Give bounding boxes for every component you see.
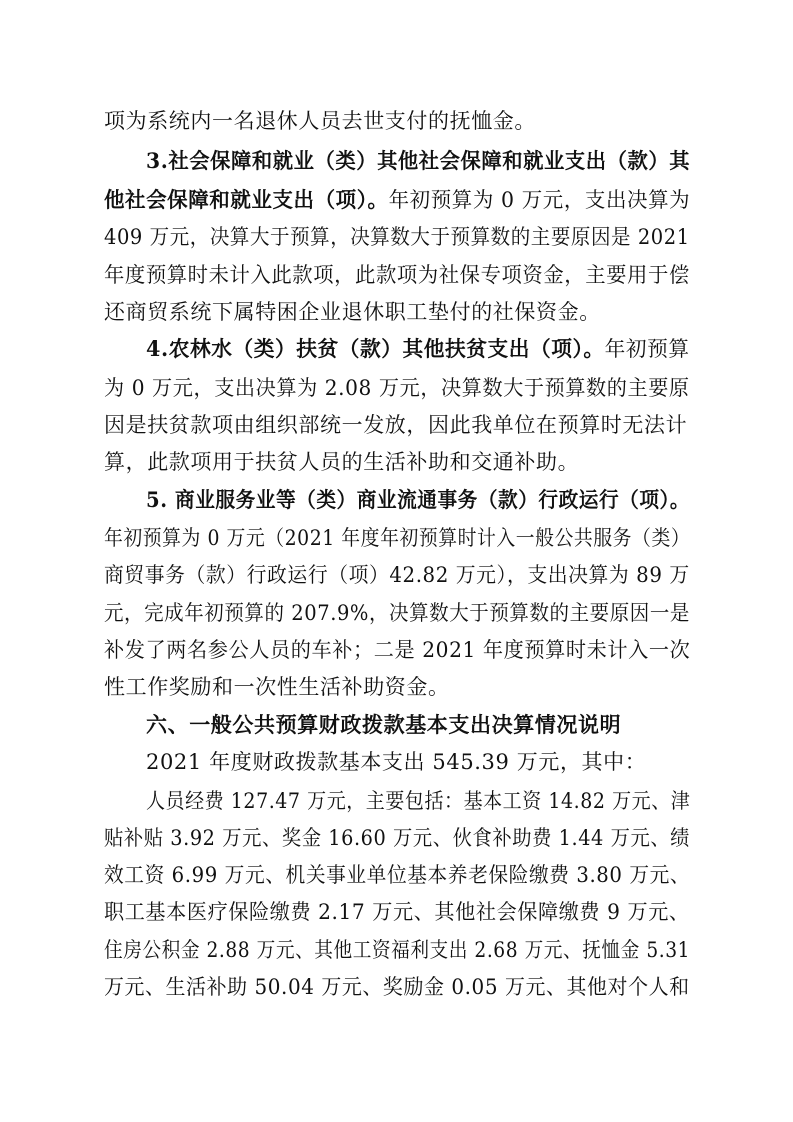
paragraph-line-5 bbox=[104, 260, 690, 290]
text-run: 因是扶贫款项由组织部统一发放，因此我单位在预算时无法计 bbox=[104, 413, 688, 437]
text-run: 万元、生活补助 50.04 万元、奖励金 0.05 万元、其他对个人和 bbox=[104, 975, 690, 999]
heading-run: 他社会保障和就业支出（项）。 bbox=[104, 187, 389, 212]
text-run: 年度预算时未计入此款项，此款项为社保专项资金，主要用于偿 bbox=[104, 263, 690, 287]
text-run: 409 万元，决算大于预算，决算数大于预算数的主要原因是 2021 bbox=[104, 225, 690, 249]
heading-run: 5. 商业服务业等（类）商业流通事务（款）行政运行（项）。 bbox=[146, 487, 691, 512]
paragraph-line-7 bbox=[146, 334, 690, 364]
section-heading bbox=[146, 710, 621, 740]
paragraph-line-2 bbox=[146, 146, 690, 176]
paragraph-line-18 bbox=[146, 747, 646, 777]
text-run: 算，此款项用于扶贫人员的生活补助和交通补助。 bbox=[104, 450, 580, 474]
paragraph-line-16 bbox=[104, 672, 450, 702]
heading-run: 4.农林水（类）扶贫（款）其他扶贫支出（项）。 bbox=[146, 336, 605, 361]
heading-run: 3.社会保障和就业（类）其他社会保障和就业支出（款）其 bbox=[146, 148, 691, 173]
paragraph-line-4 bbox=[104, 222, 690, 252]
paragraph-line-6 bbox=[104, 297, 601, 327]
text-run: 性工作奖励和一次性生活补助资金。 bbox=[104, 675, 450, 699]
text-run: 人员经费 127.47 万元，主要包括：基本工资 14.82 万元、津 bbox=[146, 789, 691, 813]
paragraph-line-22 bbox=[104, 897, 690, 927]
paragraph-line-19 bbox=[146, 786, 690, 816]
text-run: 还商贸系统下属特困企业退休职工垫付的社保资金。 bbox=[104, 300, 601, 324]
paragraph-line-3 bbox=[104, 185, 690, 215]
paragraph-line-20 bbox=[104, 823, 690, 853]
paragraph-line-14 bbox=[104, 598, 690, 628]
text-run: 补发了两名参公人员的车补；二是 2021 年度预算时未计入一次 bbox=[104, 638, 691, 662]
paragraph-line-13 bbox=[104, 560, 690, 590]
paragraph-line-15 bbox=[104, 635, 690, 665]
text-run: 贴补贴 3.92 万元、奖金 16.60 万元、伙食补助费 1.44 万元、绩 bbox=[104, 826, 691, 850]
paragraph-line-23 bbox=[104, 935, 690, 965]
text-run: 为 0 万元，支出决算为 2.08 万元，决算数大于预算数的主要原 bbox=[104, 376, 690, 400]
text-run: 商贸事务（款）行政运行（项）42.82 万元），支出决算为 89 万 bbox=[104, 563, 690, 587]
paragraph-line-12 bbox=[104, 523, 690, 553]
paragraph-line-10 bbox=[104, 447, 579, 477]
text-run: 效工资 6.99 万元、机关事业单位基本养老保险缴费 3.80 万元、 bbox=[104, 863, 691, 887]
text-run: 职工基本医疗保险缴费 2.17 万元、其他社会保障缴费 9 万元、 bbox=[104, 900, 690, 924]
heading-run: 六、一般公共预算财政拨款基本支出决算情况说明 bbox=[146, 712, 622, 737]
paragraph-line-21 bbox=[104, 860, 690, 890]
paragraph-line-11 bbox=[146, 485, 690, 515]
text-run: 年初预算 bbox=[604, 337, 690, 361]
text-run: 年初预算为 0 万元，支出决算为 bbox=[388, 188, 691, 212]
text-run: 住房公积金 2.88 万元、其他工资福利支出 2.68 万元、抚恤金 5.31 bbox=[104, 938, 691, 962]
text-run: 元，完成年初预算的 207.9%，决算数大于预算数的主要原因一是 bbox=[104, 601, 690, 625]
text-run: 年初预算为 0 万元（2021 年度年初预算时计入一般公共服务（类） bbox=[104, 526, 691, 550]
text-run: 项为系统内一名退休人员去世支付的抚恤金。 bbox=[104, 109, 536, 133]
paragraph-line-24 bbox=[104, 972, 690, 1002]
text-run: 2021 年度财政拨款基本支出 545.39 万元，其中： bbox=[146, 750, 647, 774]
paragraph-line-8 bbox=[104, 373, 690, 403]
paragraph-line-9 bbox=[104, 410, 687, 440]
paragraph-line-1 bbox=[104, 106, 536, 136]
